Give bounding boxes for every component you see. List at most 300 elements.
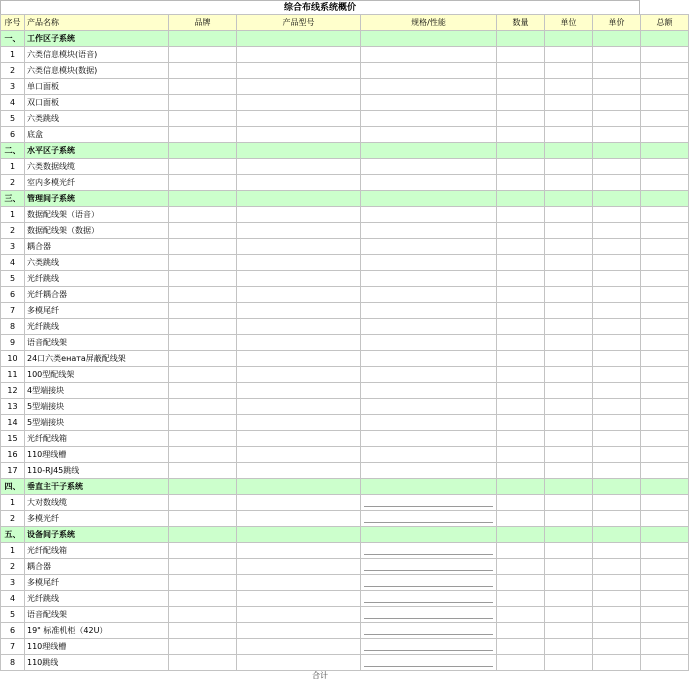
cell-product-name[interactable]: 六类数据线缆 xyxy=(25,159,169,175)
cell-product-name[interactable]: 语音配线架 xyxy=(25,335,169,351)
header-product-name[interactable]: 产品名称 xyxy=(25,15,169,31)
cell-model[interactable] xyxy=(237,335,361,351)
cell-product-name[interactable]: 六类信息模块(语音) xyxy=(25,47,169,63)
cell-quantity[interactable] xyxy=(497,47,545,63)
cell-quantity[interactable] xyxy=(497,239,545,255)
cell-model[interactable] xyxy=(237,79,361,95)
cell-amount[interactable] xyxy=(641,319,689,335)
cell-amount[interactable] xyxy=(641,495,689,511)
cell-quantity[interactable] xyxy=(497,191,545,207)
cell-quantity[interactable] xyxy=(497,95,545,111)
cell-index[interactable]: 2 xyxy=(1,223,25,239)
cell-brand[interactable] xyxy=(169,399,237,415)
cell-spec[interactable] xyxy=(361,399,497,415)
header-unit[interactable]: 单位 xyxy=(545,15,593,31)
cell-unit[interactable] xyxy=(545,655,593,671)
cell-spec[interactable] xyxy=(361,591,497,607)
cell-brand[interactable] xyxy=(169,431,237,447)
cell-unit-price[interactable] xyxy=(593,255,641,271)
cell-index[interactable]: 3 xyxy=(1,575,25,591)
cell-amount[interactable] xyxy=(641,447,689,463)
cell-brand[interactable] xyxy=(169,575,237,591)
cell-amount[interactable] xyxy=(641,223,689,239)
cell-amount[interactable] xyxy=(641,559,689,575)
header-brand[interactable]: 品牌 xyxy=(169,15,237,31)
cell-quantity[interactable] xyxy=(497,623,545,639)
cell-product-name[interactable]: 多模光纤 xyxy=(25,511,169,527)
cell-index[interactable]: 8 xyxy=(1,655,25,671)
cell-unit[interactable] xyxy=(545,31,593,47)
cell-amount[interactable] xyxy=(641,287,689,303)
cell-model[interactable] xyxy=(237,607,361,623)
cell-quantity[interactable] xyxy=(497,111,545,127)
cell-model[interactable] xyxy=(237,623,361,639)
cell-amount[interactable] xyxy=(641,271,689,287)
cell-brand[interactable] xyxy=(169,463,237,479)
cell-unit-price[interactable] xyxy=(593,303,641,319)
cell-amount[interactable] xyxy=(641,527,689,543)
cell-product-name[interactable]: 光纤配线箱 xyxy=(25,431,169,447)
cell-model[interactable] xyxy=(237,463,361,479)
cell-amount[interactable] xyxy=(641,639,689,655)
cell-unit[interactable] xyxy=(545,79,593,95)
cell-unit-price[interactable] xyxy=(593,431,641,447)
cell-product-name[interactable]: 多模尾纤 xyxy=(25,575,169,591)
cell-brand[interactable] xyxy=(169,527,237,543)
cell-unit[interactable] xyxy=(545,239,593,255)
cell-unit-price[interactable] xyxy=(593,31,641,47)
cell-amount[interactable] xyxy=(641,623,689,639)
cell-spec[interactable] xyxy=(361,415,497,431)
cell-brand[interactable] xyxy=(169,207,237,223)
cell-unit[interactable] xyxy=(545,111,593,127)
cell-unit[interactable] xyxy=(545,479,593,495)
cell-model[interactable] xyxy=(237,31,361,47)
cell-quantity[interactable] xyxy=(497,79,545,95)
cell-spec[interactable] xyxy=(361,383,497,399)
cell-model[interactable] xyxy=(237,559,361,575)
cell-brand[interactable] xyxy=(169,271,237,287)
cell-unit-price[interactable] xyxy=(593,543,641,559)
cell-quantity[interactable] xyxy=(497,223,545,239)
cell-quantity[interactable] xyxy=(497,255,545,271)
cell-unit[interactable] xyxy=(545,351,593,367)
cell-spec[interactable] xyxy=(361,575,497,591)
cell-index[interactable]: 1 xyxy=(1,495,25,511)
cell-quantity[interactable] xyxy=(497,335,545,351)
cell-product-name[interactable]: 数据配线架（语音） xyxy=(25,207,169,223)
cell-quantity[interactable] xyxy=(497,31,545,47)
cell-unit-price[interactable] xyxy=(593,223,641,239)
cell-index[interactable]: 7 xyxy=(1,303,25,319)
cell-unit-price[interactable] xyxy=(593,367,641,383)
cell-spec[interactable] xyxy=(361,223,497,239)
cell-spec[interactable] xyxy=(361,319,497,335)
cell-spec[interactable] xyxy=(361,559,497,575)
cell-product-name[interactable]: 5型端接块 xyxy=(25,415,169,431)
cell-amount[interactable] xyxy=(641,383,689,399)
cell-product-name[interactable]: 单口面板 xyxy=(25,79,169,95)
cell-brand[interactable] xyxy=(169,111,237,127)
cell-quantity[interactable] xyxy=(497,591,545,607)
cell-amount[interactable] xyxy=(641,207,689,223)
cell-model[interactable] xyxy=(237,431,361,447)
cell-product-name[interactable]: 光纤跳线 xyxy=(25,319,169,335)
cell-unit-price[interactable] xyxy=(593,655,641,671)
cell-model[interactable] xyxy=(237,303,361,319)
cell-brand[interactable] xyxy=(169,559,237,575)
cell-product-name[interactable]: 耦合器 xyxy=(25,559,169,575)
cell-model[interactable] xyxy=(237,399,361,415)
cell-brand[interactable] xyxy=(169,143,237,159)
cell-quantity[interactable] xyxy=(497,575,545,591)
cell-quantity[interactable] xyxy=(497,511,545,527)
cell-index[interactable]: 7 xyxy=(1,639,25,655)
cell-amount[interactable] xyxy=(641,543,689,559)
cell-unit[interactable] xyxy=(545,287,593,303)
cell-unit-price[interactable] xyxy=(593,63,641,79)
cell-model[interactable] xyxy=(237,111,361,127)
cell-unit-price[interactable] xyxy=(593,159,641,175)
cell-unit[interactable] xyxy=(545,367,593,383)
cell-index[interactable]: 11 xyxy=(1,367,25,383)
cell-index[interactable]: 1 xyxy=(1,207,25,223)
cell-brand[interactable] xyxy=(169,191,237,207)
cell-brand[interactable] xyxy=(169,335,237,351)
cell-product-name[interactable]: 室内多模光纤 xyxy=(25,175,169,191)
cell-product-name[interactable]: 垂直主干子系统 xyxy=(25,479,169,495)
cell-unit[interactable] xyxy=(545,495,593,511)
cell-spec[interactable] xyxy=(361,175,497,191)
cell-index[interactable]: 五、 xyxy=(1,527,25,543)
cell-amount[interactable] xyxy=(641,175,689,191)
cell-amount[interactable] xyxy=(641,431,689,447)
cell-product-name[interactable]: 光纤配线箱 xyxy=(25,543,169,559)
cell-index[interactable]: 6 xyxy=(1,127,25,143)
cell-unit[interactable] xyxy=(545,271,593,287)
cell-unit[interactable] xyxy=(545,143,593,159)
cell-unit[interactable] xyxy=(545,127,593,143)
cell-brand[interactable] xyxy=(169,447,237,463)
cell-unit-price[interactable] xyxy=(593,191,641,207)
cell-quantity[interactable] xyxy=(497,495,545,511)
cell-unit[interactable] xyxy=(545,463,593,479)
cell-unit[interactable] xyxy=(545,623,593,639)
cell-unit-price[interactable] xyxy=(593,143,641,159)
cell-spec[interactable] xyxy=(361,31,497,47)
cell-unit[interactable] xyxy=(545,383,593,399)
cell-unit-price[interactable] xyxy=(593,591,641,607)
cell-unit[interactable] xyxy=(545,543,593,559)
cell-unit-price[interactable] xyxy=(593,335,641,351)
cell-amount[interactable] xyxy=(641,303,689,319)
cell-unit[interactable] xyxy=(545,639,593,655)
cell-product-name[interactable]: 19" 标准机柜（42U） xyxy=(25,623,169,639)
cell-unit-price[interactable] xyxy=(593,127,641,143)
header-quantity[interactable]: 数量 xyxy=(497,15,545,31)
cell-spec[interactable] xyxy=(361,639,497,655)
cell-quantity[interactable] xyxy=(497,207,545,223)
cell-unit-price[interactable] xyxy=(593,575,641,591)
cell-spec[interactable] xyxy=(361,287,497,303)
cell-quantity[interactable] xyxy=(497,463,545,479)
cell-unit[interactable] xyxy=(545,95,593,111)
cell-unit-price[interactable] xyxy=(593,639,641,655)
cell-spec[interactable] xyxy=(361,655,497,671)
cell-model[interactable] xyxy=(237,479,361,495)
cell-unit[interactable] xyxy=(545,303,593,319)
cell-brand[interactable] xyxy=(169,303,237,319)
cell-unit[interactable] xyxy=(545,223,593,239)
cell-quantity[interactable] xyxy=(497,271,545,287)
cell-brand[interactable] xyxy=(169,79,237,95)
cell-quantity[interactable] xyxy=(497,63,545,79)
cell-amount[interactable] xyxy=(641,575,689,591)
cell-brand[interactable] xyxy=(169,495,237,511)
cell-index[interactable]: 16 xyxy=(1,447,25,463)
cell-unit-price[interactable] xyxy=(593,559,641,575)
cell-quantity[interactable] xyxy=(497,527,545,543)
cell-spec[interactable] xyxy=(361,495,497,511)
cell-unit-price[interactable] xyxy=(593,527,641,543)
cell-model[interactable] xyxy=(237,63,361,79)
cell-unit[interactable] xyxy=(545,511,593,527)
cell-unit[interactable] xyxy=(545,319,593,335)
cell-brand[interactable] xyxy=(169,655,237,671)
cell-spec[interactable] xyxy=(361,143,497,159)
cell-unit[interactable] xyxy=(545,447,593,463)
cell-index[interactable]: 5 xyxy=(1,607,25,623)
cell-unit-price[interactable] xyxy=(593,287,641,303)
cell-index[interactable]: 9 xyxy=(1,335,25,351)
cell-product-name[interactable]: 管理间子系统 xyxy=(25,191,169,207)
cell-model[interactable] xyxy=(237,495,361,511)
cell-brand[interactable] xyxy=(169,479,237,495)
cell-index[interactable]: 三、 xyxy=(1,191,25,207)
cell-product-name[interactable]: 5型端接块 xyxy=(25,399,169,415)
cell-spec[interactable] xyxy=(361,63,497,79)
cell-unit-price[interactable] xyxy=(593,623,641,639)
cell-brand[interactable] xyxy=(169,319,237,335)
cell-unit-price[interactable] xyxy=(593,495,641,511)
cell-model[interactable] xyxy=(237,143,361,159)
cell-brand[interactable] xyxy=(169,31,237,47)
cell-model[interactable] xyxy=(237,351,361,367)
cell-quantity[interactable] xyxy=(497,143,545,159)
cell-model[interactable] xyxy=(237,127,361,143)
cell-product-name[interactable]: 110理线槽 xyxy=(25,639,169,655)
cell-unit[interactable] xyxy=(545,335,593,351)
cell-amount[interactable] xyxy=(641,399,689,415)
cell-spec[interactable] xyxy=(361,271,497,287)
cell-model[interactable] xyxy=(237,575,361,591)
cell-unit[interactable] xyxy=(545,207,593,223)
cell-quantity[interactable] xyxy=(497,415,545,431)
cell-unit-price[interactable] xyxy=(593,271,641,287)
cell-model[interactable] xyxy=(237,367,361,383)
cell-amount[interactable] xyxy=(641,111,689,127)
cell-spec[interactable] xyxy=(361,463,497,479)
cell-amount[interactable] xyxy=(641,463,689,479)
cell-index[interactable]: 6 xyxy=(1,623,25,639)
cell-product-name[interactable]: 多模尾纤 xyxy=(25,303,169,319)
cell-model[interactable] xyxy=(237,591,361,607)
cell-amount[interactable] xyxy=(641,607,689,623)
cell-index[interactable]: 1 xyxy=(1,159,25,175)
cell-spec[interactable] xyxy=(361,255,497,271)
cell-amount[interactable] xyxy=(641,335,689,351)
cell-model[interactable] xyxy=(237,415,361,431)
cell-spec[interactable] xyxy=(361,159,497,175)
cell-brand[interactable] xyxy=(169,255,237,271)
cell-spec[interactable] xyxy=(361,303,497,319)
cell-brand[interactable] xyxy=(169,639,237,655)
cell-model[interactable] xyxy=(237,511,361,527)
cell-index[interactable]: 13 xyxy=(1,399,25,415)
cell-brand[interactable] xyxy=(169,367,237,383)
cell-spec[interactable] xyxy=(361,47,497,63)
cell-index[interactable]: 2 xyxy=(1,511,25,527)
cell-model[interactable] xyxy=(237,639,361,655)
cell-unit[interactable] xyxy=(545,591,593,607)
cell-product-name[interactable]: 光纤跳线 xyxy=(25,591,169,607)
cell-index[interactable]: 3 xyxy=(1,79,25,95)
cell-quantity[interactable] xyxy=(497,607,545,623)
cell-index[interactable]: 4 xyxy=(1,591,25,607)
cell-model[interactable] xyxy=(237,255,361,271)
cell-index[interactable]: 4 xyxy=(1,255,25,271)
cell-quantity[interactable] xyxy=(497,639,545,655)
cell-product-name[interactable]: 耦合器 xyxy=(25,239,169,255)
cell-amount[interactable] xyxy=(641,415,689,431)
cell-model[interactable] xyxy=(237,287,361,303)
cell-index[interactable]: 四、 xyxy=(1,479,25,495)
cell-unit-price[interactable] xyxy=(593,95,641,111)
cell-product-name[interactable]: 110跳线 xyxy=(25,655,169,671)
cell-product-name[interactable]: 光纤耦合器 xyxy=(25,287,169,303)
cell-quantity[interactable] xyxy=(497,287,545,303)
cell-spec[interactable] xyxy=(361,607,497,623)
cell-amount[interactable] xyxy=(641,63,689,79)
cell-index[interactable]: 2 xyxy=(1,63,25,79)
cell-model[interactable] xyxy=(237,159,361,175)
cell-spec[interactable] xyxy=(361,479,497,495)
cell-unit[interactable] xyxy=(545,63,593,79)
cell-index[interactable]: 10 xyxy=(1,351,25,367)
cell-unit-price[interactable] xyxy=(593,399,641,415)
cell-product-name[interactable]: 24口六类ената屏蔽配线架 xyxy=(25,351,169,367)
cell-quantity[interactable] xyxy=(497,319,545,335)
cell-index[interactable]: 4 xyxy=(1,95,25,111)
cell-product-name[interactable]: 六类跳线 xyxy=(25,111,169,127)
cell-quantity[interactable] xyxy=(497,447,545,463)
cell-index[interactable]: 14 xyxy=(1,415,25,431)
cell-index[interactable]: 1 xyxy=(1,47,25,63)
cell-spec[interactable] xyxy=(361,79,497,95)
cell-spec[interactable] xyxy=(361,527,497,543)
cell-quantity[interactable] xyxy=(497,383,545,399)
cell-model[interactable] xyxy=(237,239,361,255)
cell-amount[interactable] xyxy=(641,511,689,527)
cell-model[interactable] xyxy=(237,447,361,463)
cell-index[interactable]: 5 xyxy=(1,271,25,287)
cell-product-name[interactable]: 水平区子系统 xyxy=(25,143,169,159)
cell-amount[interactable] xyxy=(641,591,689,607)
header-amount[interactable]: 总额 xyxy=(641,15,689,31)
cell-brand[interactable] xyxy=(169,175,237,191)
cell-spec[interactable] xyxy=(361,431,497,447)
cell-spec[interactable] xyxy=(361,511,497,527)
cell-unit-price[interactable] xyxy=(593,415,641,431)
cell-product-name[interactable]: 4型端接块 xyxy=(25,383,169,399)
cell-quantity[interactable] xyxy=(497,431,545,447)
cell-unit-price[interactable] xyxy=(593,207,641,223)
cell-spec[interactable] xyxy=(361,207,497,223)
cell-unit-price[interactable] xyxy=(593,351,641,367)
cell-amount[interactable] xyxy=(641,191,689,207)
cell-amount[interactable] xyxy=(641,143,689,159)
cell-brand[interactable] xyxy=(169,95,237,111)
cell-spec[interactable] xyxy=(361,367,497,383)
cell-model[interactable] xyxy=(237,207,361,223)
cell-amount[interactable] xyxy=(641,47,689,63)
cell-quantity[interactable] xyxy=(497,351,545,367)
cell-brand[interactable] xyxy=(169,511,237,527)
cell-product-name[interactable]: 语音配线架 xyxy=(25,607,169,623)
cell-index[interactable]: 6 xyxy=(1,287,25,303)
cell-index[interactable]: 二、 xyxy=(1,143,25,159)
cell-unit[interactable] xyxy=(545,191,593,207)
cell-spec[interactable] xyxy=(361,127,497,143)
cell-amount[interactable] xyxy=(641,95,689,111)
cell-unit[interactable] xyxy=(545,175,593,191)
cell-spec[interactable] xyxy=(361,95,497,111)
cell-product-name[interactable]: 100型配线架 xyxy=(25,367,169,383)
cell-product-name[interactable]: 六类信息模块(数据) xyxy=(25,63,169,79)
cell-unit-price[interactable] xyxy=(593,79,641,95)
cell-unit[interactable] xyxy=(545,527,593,543)
cell-spec[interactable] xyxy=(361,111,497,127)
cell-quantity[interactable] xyxy=(497,303,545,319)
cell-quantity[interactable] xyxy=(497,655,545,671)
cell-amount[interactable] xyxy=(641,367,689,383)
cell-quantity[interactable] xyxy=(497,127,545,143)
cell-model[interactable] xyxy=(237,47,361,63)
cell-brand[interactable] xyxy=(169,623,237,639)
cell-product-name[interactable]: 数据配线架（数据） xyxy=(25,223,169,239)
cell-index[interactable]: 2 xyxy=(1,559,25,575)
cell-brand[interactable] xyxy=(169,287,237,303)
cell-spec[interactable] xyxy=(361,335,497,351)
cell-brand[interactable] xyxy=(169,239,237,255)
cell-model[interactable] xyxy=(237,655,361,671)
cell-index[interactable]: 8 xyxy=(1,319,25,335)
cell-spec[interactable] xyxy=(361,191,497,207)
cell-unit-price[interactable] xyxy=(593,511,641,527)
cell-model[interactable] xyxy=(237,175,361,191)
cell-amount[interactable] xyxy=(641,127,689,143)
cell-product-name[interactable]: 光纤跳线 xyxy=(25,271,169,287)
cell-index[interactable]: 一、 xyxy=(1,31,25,47)
cell-unit-price[interactable] xyxy=(593,319,641,335)
cell-brand[interactable] xyxy=(169,607,237,623)
cell-unit[interactable] xyxy=(545,399,593,415)
cell-amount[interactable] xyxy=(641,351,689,367)
cell-product-name[interactable]: 大对数线缆 xyxy=(25,495,169,511)
cell-index[interactable]: 5 xyxy=(1,111,25,127)
cell-amount[interactable] xyxy=(641,255,689,271)
cell-quantity[interactable] xyxy=(497,399,545,415)
